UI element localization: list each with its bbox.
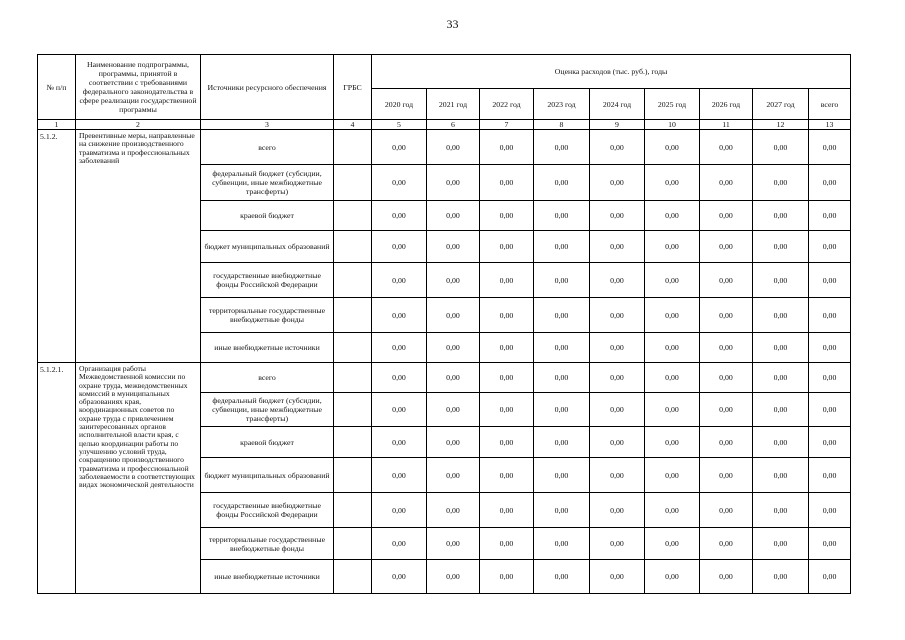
year-value: 0,00 (590, 333, 645, 363)
year-value: 0,00 (645, 298, 700, 333)
grbs-cell (334, 393, 372, 427)
column-number: 13 (809, 120, 851, 130)
grbs-cell (334, 458, 372, 493)
year-value: 0,00 (427, 263, 480, 298)
section-number: 5.1.2. (38, 130, 76, 363)
year-value: 0,00 (590, 201, 645, 231)
year-value: 0,00 (427, 298, 480, 333)
year-value: 0,00 (753, 427, 809, 458)
column-number: 11 (700, 120, 753, 130)
year-value: 0,00 (645, 458, 700, 493)
year-value: 0,00 (427, 333, 480, 363)
year-header: 2025 год (645, 89, 700, 120)
year-value: 0,00 (700, 201, 753, 231)
year-value: 0,00 (372, 560, 427, 594)
year-value: 0,00 (753, 493, 809, 528)
year-value: 0,00 (645, 493, 700, 528)
total-value: 0,00 (809, 298, 851, 333)
column-number: 2 (76, 120, 201, 130)
total-value: 0,00 (809, 333, 851, 363)
year-value: 0,00 (700, 560, 753, 594)
year-header: 2023 год (534, 89, 590, 120)
year-value: 0,00 (590, 427, 645, 458)
grbs-cell (334, 165, 372, 201)
funding-source: всего (201, 363, 334, 393)
column-number: 3 (201, 120, 334, 130)
section-name: Превентивные меры, направленные на снижение производственного травматизма и профессиональных заболеваний (76, 130, 201, 363)
year-value: 0,00 (372, 263, 427, 298)
total-value: 0,00 (809, 165, 851, 201)
page-number: 33 (446, 17, 459, 31)
table-row (38, 363, 851, 393)
funding-source: территориальные государственные внебюджетные фонды (201, 298, 334, 333)
year-value: 0,00 (590, 560, 645, 594)
funding-source: иные внебюджетные источники (201, 333, 334, 363)
column-number: 9 (590, 120, 645, 130)
year-value: 0,00 (427, 393, 480, 427)
year-value: 0,00 (480, 165, 534, 201)
year-value: 0,00 (700, 427, 753, 458)
year-value: 0,00 (534, 458, 590, 493)
year-value: 0,00 (700, 231, 753, 263)
year-value: 0,00 (534, 263, 590, 298)
year-value: 0,00 (700, 298, 753, 333)
year-value: 0,00 (590, 165, 645, 201)
funding-source: всего (201, 130, 334, 165)
year-value: 0,00 (372, 130, 427, 165)
year-value: 0,00 (427, 458, 480, 493)
funding-source: краевой бюджет (201, 427, 334, 458)
year-header: 2020 год (372, 89, 427, 120)
year-value: 0,00 (480, 263, 534, 298)
year-value: 0,00 (480, 231, 534, 263)
funding-source: иные внебюджетные источники (201, 560, 334, 594)
grbs-cell (334, 201, 372, 231)
year-value: 0,00 (753, 165, 809, 201)
grbs-cell (334, 130, 372, 165)
year-value: 0,00 (480, 427, 534, 458)
funding-source: краевой бюджет (201, 201, 334, 231)
year-value: 0,00 (645, 201, 700, 231)
funding-source: бюджет муниципальных образований (201, 231, 334, 263)
year-value: 0,00 (590, 363, 645, 393)
year-value: 0,00 (590, 528, 645, 560)
year-value: 0,00 (534, 201, 590, 231)
year-value: 0,00 (753, 130, 809, 165)
year-value: 0,00 (753, 560, 809, 594)
column-number: 5 (372, 120, 427, 130)
column-numbers-row (38, 120, 851, 130)
total-value: 0,00 (809, 393, 851, 427)
column-number: 10 (645, 120, 700, 130)
funding-source: федеральный бюджет (субсидии, субвенции, иные межбюджетные трансферты) (201, 393, 334, 427)
year-value: 0,00 (480, 560, 534, 594)
funding-source: федеральный бюджет (субсидии, субвенции, иные межбюджетные трансферты) (201, 165, 334, 201)
grbs-cell (334, 560, 372, 594)
year-value: 0,00 (700, 393, 753, 427)
total-value: 0,00 (809, 231, 851, 263)
grbs-cell (334, 493, 372, 528)
year-value: 0,00 (700, 130, 753, 165)
year-value: 0,00 (372, 528, 427, 560)
funding-source: территориальные государственные внебюджетные фонды (201, 528, 334, 560)
year-value: 0,00 (427, 130, 480, 165)
year-value: 0,00 (645, 130, 700, 165)
total-value: 0,00 (809, 458, 851, 493)
column-number: 12 (753, 120, 809, 130)
year-value: 0,00 (534, 231, 590, 263)
year-value: 0,00 (590, 393, 645, 427)
year-value: 0,00 (427, 493, 480, 528)
year-value: 0,00 (372, 333, 427, 363)
funding-source: государственные внебюджетные фонды Российской Федерации (201, 493, 334, 528)
expense-table (37, 54, 851, 594)
column-number: 1 (38, 120, 76, 130)
year-value: 0,00 (700, 458, 753, 493)
total-value: 0,00 (809, 263, 851, 298)
funding-source: государственные внебюджетные фонды Российской Федерации (201, 263, 334, 298)
year-value: 0,00 (645, 393, 700, 427)
year-value: 0,00 (427, 363, 480, 393)
year-value: 0,00 (427, 528, 480, 560)
year-value: 0,00 (700, 528, 753, 560)
total-value: 0,00 (809, 560, 851, 594)
year-value: 0,00 (534, 528, 590, 560)
column-number: 8 (534, 120, 590, 130)
year-value: 0,00 (645, 560, 700, 594)
year-value: 0,00 (534, 130, 590, 165)
year-value: 0,00 (645, 528, 700, 560)
column-number: 4 (334, 120, 372, 130)
header-name: Наименование подпрограммы, программы, принятой в соответствии с требованиями федерального законодательства в сфере реализации государственной программы (76, 55, 201, 120)
year-value: 0,00 (753, 263, 809, 298)
year-value: 0,00 (534, 560, 590, 594)
funding-source: бюджет муниципальных образований (201, 458, 334, 493)
year-value: 0,00 (427, 560, 480, 594)
grbs-cell (334, 427, 372, 458)
total-value: 0,00 (809, 201, 851, 231)
year-value: 0,00 (700, 493, 753, 528)
grbs-cell (334, 528, 372, 560)
year-value: 0,00 (480, 528, 534, 560)
year-value: 0,00 (372, 363, 427, 393)
year-value: 0,00 (534, 165, 590, 201)
year-value: 0,00 (534, 363, 590, 393)
year-value: 0,00 (480, 393, 534, 427)
year-value: 0,00 (590, 458, 645, 493)
year-value: 0,00 (480, 493, 534, 528)
year-value: 0,00 (427, 427, 480, 458)
year-value: 0,00 (480, 363, 534, 393)
header-row-top (38, 55, 851, 89)
total-value: 0,00 (809, 130, 851, 165)
header-num: № п/п (38, 55, 76, 120)
year-value: 0,00 (753, 363, 809, 393)
year-value: 0,00 (645, 333, 700, 363)
header-sources: Источники ресурсного обеспечения (201, 55, 334, 120)
header-grbs: ГРБС (334, 55, 372, 120)
year-value: 0,00 (372, 493, 427, 528)
year-value: 0,00 (590, 231, 645, 263)
grbs-cell (334, 333, 372, 363)
year-value: 0,00 (534, 298, 590, 333)
year-value: 0,00 (427, 201, 480, 231)
year-value: 0,00 (753, 393, 809, 427)
total-value: 0,00 (809, 427, 851, 458)
year-value: 0,00 (753, 528, 809, 560)
year-value: 0,00 (645, 165, 700, 201)
column-number: 6 (427, 120, 480, 130)
section-number: 5.1.2.1. (38, 363, 76, 594)
total-value: 0,00 (809, 493, 851, 528)
header-costs: Оценка расходов (тыс. руб.), годы (372, 55, 851, 89)
year-header: 2021 год (427, 89, 480, 120)
year-value: 0,00 (372, 393, 427, 427)
grbs-cell (334, 363, 372, 393)
year-value: 0,00 (590, 263, 645, 298)
year-value: 0,00 (534, 333, 590, 363)
year-header: 2026 год (700, 89, 753, 120)
year-value: 0,00 (700, 363, 753, 393)
year-value: 0,00 (700, 263, 753, 298)
year-value: 0,00 (645, 363, 700, 393)
section-name: Организация работы Межведомственной комиссии по охране труда, межведомственных комиссий в муниципальных образованиях края, координационных советов по охране труда с привлечением заинтересованных органов исполнительной власти края, с целью координации работы по улучшению условий труда, сокращению производственного травматизма и профессиональной заболеваемости в соответствующих видах экономической деятельности (76, 363, 201, 594)
year-value: 0,00 (534, 427, 590, 458)
year-value: 0,00 (480, 458, 534, 493)
year-value: 0,00 (645, 231, 700, 263)
year-value: 0,00 (372, 165, 427, 201)
year-value: 0,00 (590, 298, 645, 333)
grbs-cell (334, 298, 372, 333)
table-row (38, 130, 851, 165)
total-value: 0,00 (809, 363, 851, 393)
year-value: 0,00 (427, 165, 480, 201)
year-value: 0,00 (700, 165, 753, 201)
year-value: 0,00 (534, 493, 590, 528)
year-value: 0,00 (590, 130, 645, 165)
year-value: 0,00 (480, 298, 534, 333)
year-header: 2027 год (753, 89, 809, 120)
year-value: 0,00 (427, 231, 480, 263)
year-header: 2024 год (590, 89, 645, 120)
year-value: 0,00 (753, 231, 809, 263)
year-value: 0,00 (372, 231, 427, 263)
grbs-cell (334, 263, 372, 298)
year-value: 0,00 (372, 201, 427, 231)
total-header: всего (809, 89, 851, 120)
year-value: 0,00 (753, 201, 809, 231)
year-value: 0,00 (480, 130, 534, 165)
year-value: 0,00 (753, 333, 809, 363)
year-value: 0,00 (645, 263, 700, 298)
year-value: 0,00 (372, 427, 427, 458)
total-value: 0,00 (809, 528, 851, 560)
year-value: 0,00 (645, 427, 700, 458)
grbs-cell (334, 231, 372, 263)
year-value: 0,00 (590, 493, 645, 528)
year-value: 0,00 (480, 201, 534, 231)
year-value: 0,00 (753, 458, 809, 493)
year-value: 0,00 (753, 298, 809, 333)
year-value: 0,00 (534, 393, 590, 427)
year-value: 0,00 (700, 333, 753, 363)
year-header: 2022 год (480, 89, 534, 120)
column-number: 7 (480, 120, 534, 130)
year-value: 0,00 (480, 333, 534, 363)
year-value: 0,00 (372, 458, 427, 493)
year-value: 0,00 (372, 298, 427, 333)
